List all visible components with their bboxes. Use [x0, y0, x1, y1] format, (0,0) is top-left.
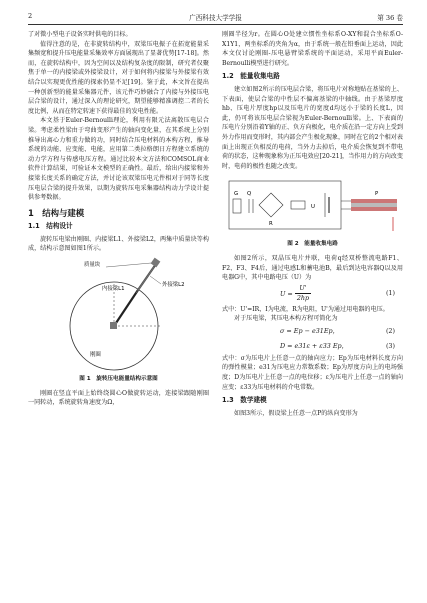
piezo-p-label: P: [374, 191, 378, 198]
mass-label: 质量块: [83, 262, 100, 269]
leader-line: [106, 263, 151, 267]
inner-mass-shape: [110, 322, 117, 329]
journal-title: 广西科技大学学报: [189, 14, 242, 22]
outer-beam-label: 外接梁L2: [161, 282, 185, 289]
equation-2: [222, 324, 403, 339]
leader-line: [150, 276, 161, 284]
figure-1-caption: 图 1 旋转压电能量结构示意图: [79, 376, 158, 383]
subsection-heading: 1.1 结构设计: [28, 222, 73, 231]
figure-2-caption: 图 2 能量收集电路: [287, 241, 338, 248]
paragraph: 刚圈在竖直平面上始终绕圆心O做旋转运动，连接梁跟随刚圈一同转动，系统旋转角速度为Ω，: [28, 389, 209, 407]
piezo-bottom-shape: [351, 207, 397, 211]
paragraph: 如图3所示，假设梁上任意一点P的纵向变形为: [234, 409, 358, 417]
paragraph: 旋转压电梁由刚圈、内接梁L1、外接梁L2，两集中质量块等构成，结构示意图如图1所示。: [28, 235, 209, 253]
capacitor-q-label: Q: [246, 191, 251, 198]
volume-label: 第 36 卷: [377, 14, 403, 22]
beam-edge-line: [136, 267, 154, 293]
piezo-top-shape: [351, 199, 397, 203]
equation-2-body: σ = Ep − e31Ep，: [280, 326, 340, 335]
right-column: [222, 30, 403, 418]
paragraph: 建立如图2所示的压电层合梁，将压电片对称地贴在基梁的上、下表面，使层合梁的中性层不偏离基梁的中轴线。由于基梁厚度hb、压电片厚度hp以及压电片的宽度d均远小于梁的长度L，因此，仍可将该压电层合梁视为Euler-Bernoulli梁。上、下表面的压电片分别沿着Y轴的正、负方向极化，电介质在沿一定方向上受到外力作用而变形时，其内部会产生极化现象，同时在它的2个相对表面上出现正负相反的电荷，当外力去掉后，电介质会恢复到不带电荷的状态，这种现象称为正压电效应[20-21]，当作用力的方向改变时，电荷的极性也随之改变。: [222, 85, 403, 170]
equation-3-number: (3): [385, 341, 395, 350]
inner-beam-label: 内接梁L1: [101, 286, 125, 293]
paragraph: 如图2所示，双晶压电片并联，电荷q经双桥整流电路F1、F2、F3、F4后，通过电感L和蓄电池B，最后到达电容器Q以及用电器G中，其中电路电压（U）为: [222, 254, 403, 282]
page-number: 2: [28, 12, 33, 20]
load-g-label: G: [233, 191, 238, 198]
equation-1-denominator: 2hp: [296, 294, 310, 303]
voltage-u-label: U: [310, 204, 315, 211]
equation-2-number: (2): [385, 326, 395, 335]
equation-3: [222, 339, 403, 354]
paragraph: 对于压电梁，其压电本构方程可简化为: [234, 315, 338, 323]
bridge-rectifier-shape: [259, 193, 283, 217]
substrate-shape: [351, 203, 397, 207]
equation-1-fraction: [295, 284, 311, 304]
circuit-outline: [229, 181, 341, 229]
left-column: [28, 30, 209, 408]
subsection-heading: 1.3 数学建模: [222, 396, 267, 405]
paragraph: 值得注意的是，在非旋转结构中，双梁压电振子在拓宽能量采集频宽和提升压电能量采集效率方面展现出了显著优势[17-18]。然而，在旋转结构中，因为空间以及结构复杂度的限制，研究者仅聚焦于单一的内接梁或外接梁设计，对于如何将内接梁与外接梁有效结合以实现更优性能的探索仍显不足[19]。鉴于此，本文旨在提出一种创新型的能量采集器元件，该元件巧妙融合了内接与外接压电层合梁的设计，通过深入的理论研究，期望能够精准调控二者的长度比例，从而在特定转速下获得最佳的发电性能。: [28, 40, 209, 115]
ring-label: 刚圈: [89, 352, 101, 359]
equation-1: [222, 283, 403, 305]
inner-beam-shape: [114, 290, 138, 326]
equation-1-lhs: U =: [280, 289, 293, 298]
paragraph: 式中：σ为压电片上任意一点的轴向应力；Ep为压电材料长度方向的弹性模量；e31为压电应力常数系数；Ep为厚度方向上的电场强度；D为压电片上任意一点的电位移；ε为压电片上任意一点的轴向应变；ε33为压电材料的介电常数。: [222, 354, 403, 391]
section-heading: 1 结构与建模: [28, 207, 85, 218]
paragraph: 刚圈半径为r。在圆心O处建立惯性坐标系O-XY和混合坐标系O-X1Y1，两坐标系的夹角为α，由于系统一般在铅垂面上运动，因此本文仅讨论刚圈-压电悬臂梁系统的平面运动，采用平面Euler-Bernoulli模型进行研究。: [222, 31, 403, 67]
paragraph: 了对微小型电子设备实时供电的目标。: [28, 31, 132, 38]
equation-1-number: (1): [385, 288, 395, 297]
figure-2-circuit: [225, 173, 401, 239]
tip-mass-shape: [150, 258, 160, 268]
paragraph: 式中：U'=IR，I为电流，R为电阻，U'为通过用电器的电压。: [222, 305, 389, 313]
inductor-shape: [291, 201, 305, 209]
figure-1-diagram: [44, 256, 194, 374]
rectifier-label: R: [268, 221, 273, 228]
equation-1-numerator: U': [295, 284, 311, 295]
running-header: [28, 10, 403, 25]
equation-3-body: D = e31ε + ε33 Ep，: [280, 341, 349, 350]
subsection-heading: 1.2 能量收集电路: [222, 72, 280, 81]
paragraph: 本文基于Euler-Bernoulli理论，利用有限元法离散压电层合梁。考虑柔性梁由于弯曲变形产生的轴向变化量，在其系统上分别推导出离心力和重力做的功，同时结合压电材料的本构方程，推导系统的动能、应变能、电能，应用第二类拉格朗日方程建立系统的动力学方程与传感电压方程。通过比较本文方法和COMSOL商业软件计算结果，可验证本文模型的正确性。最后，给出内接梁和外接梁长度关系的确定方法，并讨论该双梁压电元件相对于同等长度压电层合梁的提升效果，以期为旋转压电采集器结构动力学设计提供参考数据。: [28, 117, 209, 202]
load-g-shape: [233, 199, 241, 213]
